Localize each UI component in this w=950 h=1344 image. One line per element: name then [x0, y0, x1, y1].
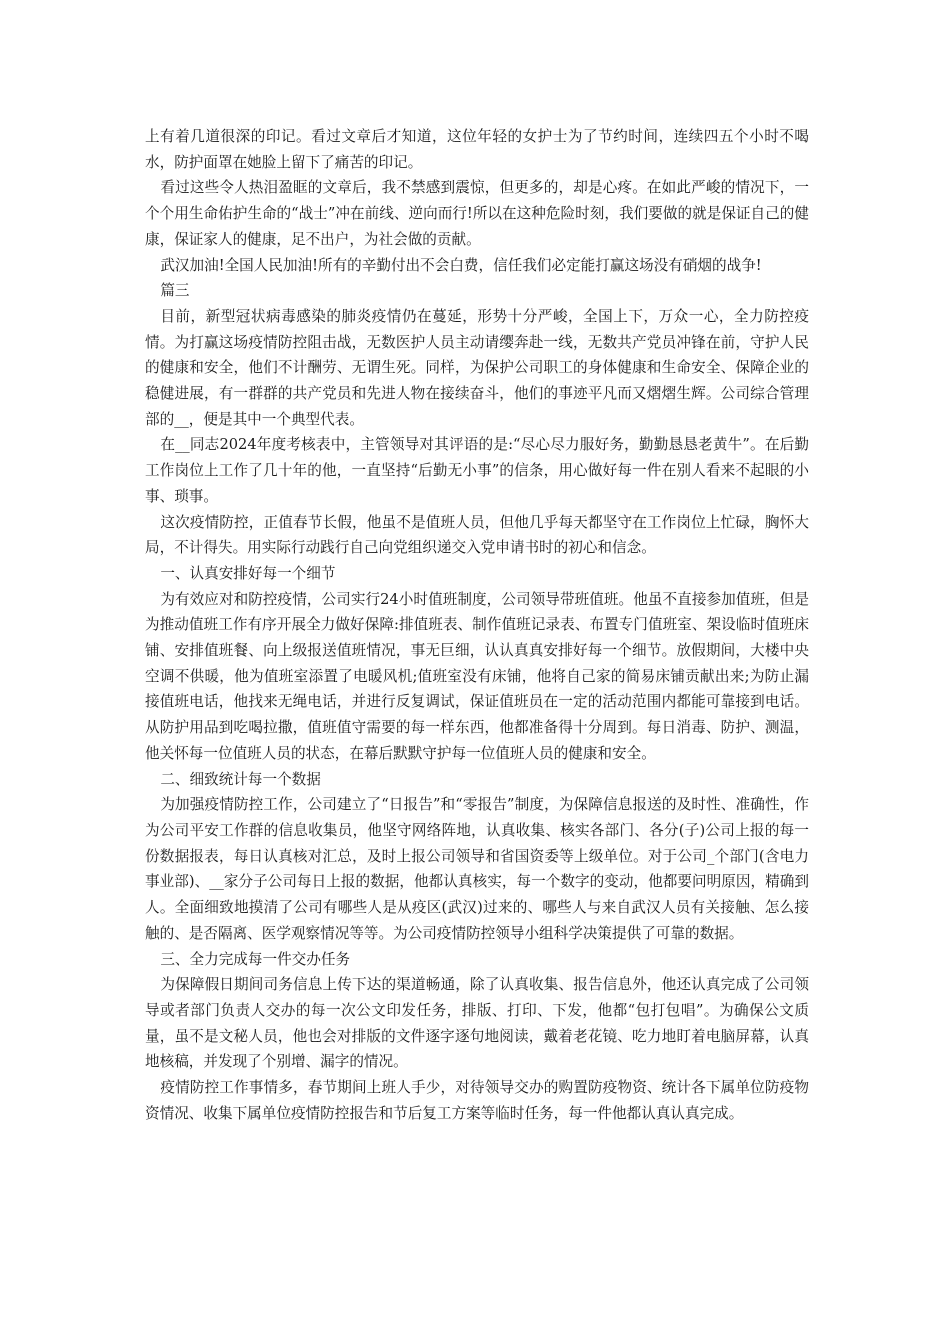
paragraph: 上有着几道很深的印记。看过文章后才知道，这位年轻的女护士为了节约时间，连续四五个小时不喝水，防护面罩在她脸上留下了痛苦的印记。: [145, 128, 809, 171]
document-page: [145, 124, 809, 1126]
paragraph: 为保障假日期间司务信息上传下达的渠道畅通，除了认真收集、报告信息外，他还认真完成了公司领导或者部门负责人交办的每一次公文印发任务，排版、打印、下发，他都“包打包唱”。为确保公文质量，虽不是文秘人员，他也会对排版的文件逐字逐句地阅读，戴着老花镜、吃力地盯着电脑屏幕，认真地核稿，并发现了个别增、漏字的情况。: [145, 976, 809, 1071]
paragraph: 疫情防控工作事情多，春节期间上班人手少，对待领导交办的购置防疫物资、统计各下属单位防疫物资情况、收集下属单位疫情防控报告和节后复工方案等临时任务，每一件他都认真认真完成。: [145, 1079, 809, 1122]
paragraph: 看过这些令人热泪盈眶的文章后，我不禁感到震惊，但更多的，却是心疼。在如此严峻的情况下，一个个用生命佑护生命的“战士”冲在前线、逆向而行!所以在这种危险时刻，我们要做的就是保证自己的健康，保证家人的健康，足不出户，为社会做的贡献。: [145, 179, 809, 248]
paragraph: 在__同志2024年度考核表中，主管领导对其评语的是:“尽心尽力服好务，勤勤恳恳老黄牛”。在后勤工作岗位上工作了几十年的他，一直坚持“后勤无小事”的信条，用心做好每一件在别人看来不起眼的小事、琐事。: [145, 436, 809, 505]
paragraph: 目前，新型冠状病毒感染的肺炎疫情仍在蔓延，形势十分严峻，全国上下，万众一心，全力防控疫情。为打赢这场疫情防控阻击战，无数医护人员主动请缨奔赴一线，无数共产党员冲锋在前，守护人民的健康和安全，他们不计酬劳、无谓生死。同样，为保护公司职工的身体健康和生命安全、保障企业的稳健进展，有一群群的共产党员和先进人物在接续奋斗，他们的事迹平凡而又熠熠生辉。公司综合管理部的__，便是其中一个典型代表。: [145, 307, 809, 428]
paragraph: 武汉加油!全国人民加油!所有的辛勤付出不会白费，信任我们必定能打赢这场没有硝烟的战争!: [160, 256, 762, 274]
paragraph: 这次疫情防控，正值春节长假，他虽不是值班人员，但他几乎每天都坚守在工作岗位上忙碌，胸怀大局，不计得失。用实际行动践行自己向党组织递交入党申请书时的初心和信念。: [145, 513, 809, 557]
section-heading: 三、全力完成每一件交办任务: [160, 950, 351, 968]
paragraph: 为加强疫情防控工作，公司建立了“日报告”和“零报告”制度，为保障信息报送的及时性、准确性，作为公司平安工作群的信息收集员，他坚守网络阵地，认真收集、核实各部门、各分(子)公司上报的每一份数据报表，每日认真核对汇总，及时上报公司领导和省国资委等上级单位。对于公司_个部门(含电力事业部)、__家分子公司每日上报的数据，他都认真核实，每一个数字的变动，他都要问明原因，精确到人。全面细致地摸清了公司有哪些人是从疫区(武汉)过来的、哪些人与来自武汉人员有关接触、怎么接触的、是否隔离、医学观察情况等等。为公司疫情防控领导小组科学决策提供了可靠的数据。: [145, 796, 809, 942]
section-heading: 篇三: [160, 282, 190, 300]
section-heading: 二、细致统计每一个数据: [160, 770, 321, 788]
section-heading: 一、认真安排好每一个细节: [160, 564, 336, 582]
paragraph: 为有效应对和防控疫情，公司实行24小时值班制度，公司领导带班值班。他虽不直接参加值班，但是为推动值班工作有序开展全力做好保障:排值班表、制作值班记录表、布置专门值班室、架设临时值班床铺、安排值班餐、向上级报送值班情况，事无巨细，认认真真安排好每一个细节。放假期间，大楼中央空调不供暖，他为值班室添置了电暖风机;值班室没有床铺，他将自己家的简易床铺贡献出来;为防止漏接值班电话，他找来无绳电话，并进行反复调试，保证值班员在一定的活动范围内都能可靠接到电话。从防护用品到吃喝拉撒，值班值守需要的每一样东西，他都准备得十分周到。每日消毒、防护、测温，他关怀每一位值班人员的状态，在幕后默默守护每一位值班人员的健康和安全。: [145, 590, 809, 762]
